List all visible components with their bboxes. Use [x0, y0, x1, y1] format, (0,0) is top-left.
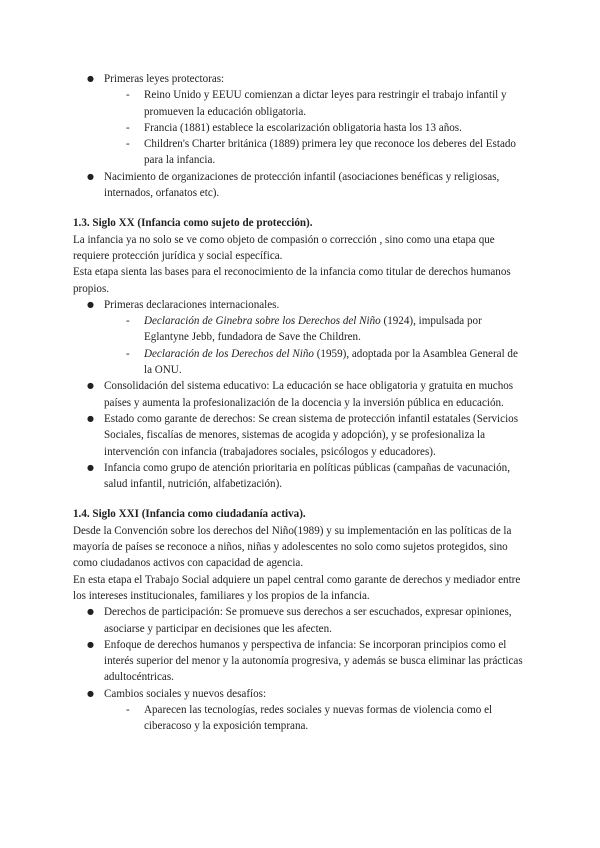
sub-list-item: - Aparecen las tecnologías, redes sociales y nuevas formas de violencia como el ciberacoso y la exposición temprana.: [104, 702, 528, 735]
sub-list-item: [104, 313, 528, 346]
sub-list: [104, 313, 528, 378]
paragraph: Desde la Convención sobre los derechos del Niño(1989) y su implementación en las políticas de la mayoría de países se reconoce a niños, niñas y adolescentes no solo como sujetos protegidos, sino como ciudadanos activos con capacidad de agencia.: [73, 524, 512, 570]
list-item: ● Estado como garante de derechos: Se crean sistema de protección infantil estatales (Servicios Sociales, fiscalías de menores, sistemas de acogida y adopción), y se profesionaliza la intervención con infancia (trabajadores sociales, psicólogos y educadores).: [73, 411, 528, 460]
italic-title: Declaración de Ginebra sobre los Derechos del Niño: [144, 315, 381, 328]
paragraph: La infancia ya no solo se ve como objeto de compasión o corrección , sino como una etapa que requiere protección jurídica y social específica.: [73, 233, 495, 262]
list-item: ● Derechos de participación: Se promueve sus derechos a ser escuchados, expresar opiniones, asociarse y participar en decisiones que les afecten.: [73, 604, 528, 637]
list-item: ● Nacimiento de organizaciones de protección infantil (asociaciones benéficas y religiosas, internados, orfanatos etc).: [73, 169, 528, 202]
list-item: ● Infancia como grupo de atención prioritaria en políticas públicas (campañas de vacunación, salud infantil, nutrición, alfabetización).: [73, 460, 528, 493]
sub-item-text: (1924), impulsada por Eglantyne Jebb, fundadora de Save the Children.: [144, 315, 482, 344]
section-heading-1-4: 1.4. Siglo XXI (Infancia como ciudadanía activa).: [73, 508, 306, 521]
bullet-text: Primeras declaraciones internacionales.: [104, 298, 280, 311]
sub-list: [104, 702, 528, 735]
list-item: [73, 297, 528, 378]
sub-list: [104, 87, 528, 168]
section-1-4-bullet-list: [73, 604, 528, 734]
bullet-text: Primeras leyes protectoras:: [104, 73, 225, 85]
paragraph: En esta etapa el Trabajo Social adquiere un papel central como garante de derechos y mediador entre los intereses institucionales, familiares y los propios de la infancia.: [73, 573, 521, 602]
sub-list-item: - Francia (1881) establece la escolarización obligatoria hasta los 13 años.: [104, 120, 528, 136]
list-item: ● Consolidación del sistema educativo: La educación se hace obligatoria y gratuita en muchos países y aumenta la profesionalización de la docencia y la inversión pública en educación.: [73, 378, 528, 411]
section-heading-1-3: 1.3. Siglo XX (Infancia como sujeto de protección).: [73, 217, 313, 230]
intro-bullet-list: [73, 71, 528, 201]
section-1-3-bullet-list: [73, 297, 528, 493]
document-page: [73, 71, 528, 735]
bullet-text: Cambios sociales y nuevos desafíos:: [104, 687, 267, 700]
sub-list-item: - Reino Unido y EEUU comienzan a dictar leyes para restringir el trabajo infantil y promueven la educación obligatoria.: [104, 87, 528, 120]
sub-item-text: (1959), adoptada por la Asamblea General de la ONU.: [144, 347, 518, 377]
italic-title: Declaración de los Derechos del Niño: [144, 347, 314, 360]
list-item: [73, 686, 528, 735]
list-item: ● Enfoque de derechos humanos y perspectiva de infancia: Se incorporan principios como el interés superior del menor y la autonomía progresiva, y además se busca eliminar las prácticas adultocéntricas.: [73, 637, 528, 686]
sub-list-item: - Children's Charter británica (1889) primera ley que reconoce los deberes del Estado para la infancia.: [104, 136, 528, 169]
sub-list-item: [104, 346, 528, 379]
list-item: [73, 71, 528, 169]
paragraph: Esta etapa sienta las bases para el reconocimiento de la infancia como titular de derechos humanos propios.: [73, 266, 511, 295]
